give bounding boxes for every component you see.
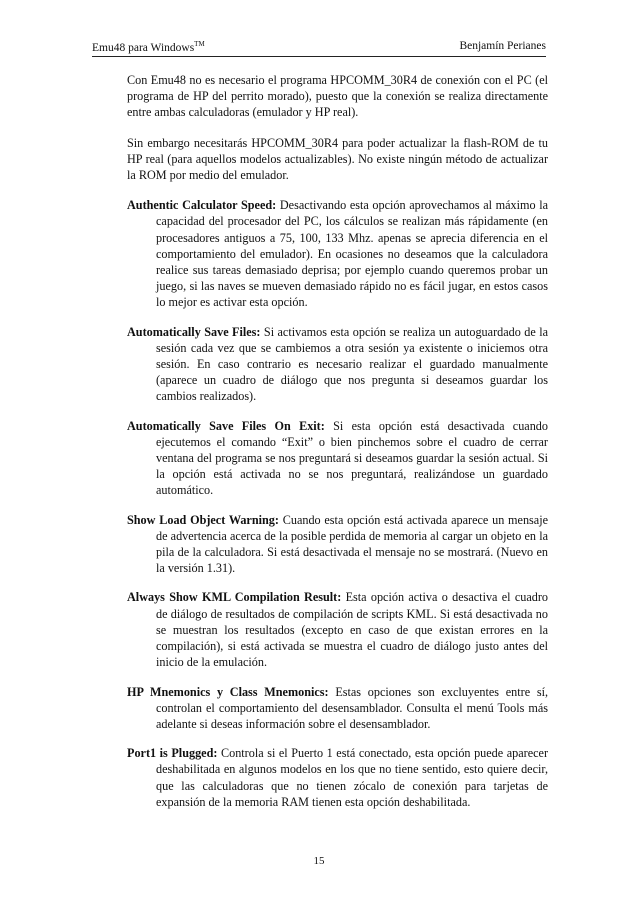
entry-term: Authentic Calculator Speed: xyxy=(127,198,277,213)
entry-text: Si esta opción está desactivada cuando ejecutemos el comando “Exit” o bien pinchemos sobre el cuadro de cerrar ventana del programa se nos preguntará si deseamos guardar la sesión actual. Si la opción está activada no se nos preguntará, realizándose un guardado automático. xyxy=(156,418,548,498)
entry-term: Always Show KML Compilation Result: xyxy=(127,590,342,605)
entry-mnemonics xyxy=(127,684,548,733)
entry-text: Estas opciones son excluyentes entre sí, controlan el comportamiento del desensamblador. Consulta el menú Tools más adelante si deseas información sobre el desensamblador. xyxy=(156,684,549,731)
page-number: 15 xyxy=(313,855,325,867)
entry-text: Controla si el Puerto 1 está conectado, esta opción puede aparecer deshabilitada en algunos modelos en los que no tiene sentido, esto quiere decir, que las calculadoras que no tienen zócalo de conexión para tarjetas de expansión de la memoria RAM tienen esta opción deshabilitada. xyxy=(156,746,549,809)
entry-port1 xyxy=(127,745,548,810)
entry-load-warning xyxy=(127,512,548,577)
entry-term: Show Load Object Warning: xyxy=(127,512,279,527)
entry-text: Desactivando esta opción aprovechamos al máximo la capacidad del procesador del PC, los cálculos se realizan más rápidamente (en procesadores antiguos a 75, 100, 133 Mhz. apenas se aprecia diferencia en el comportamiento del emulador). En ocasiones no deseamos que la calculadora realice sus tareas demasiado deprisa; por ejemplo cuando queremos probar un juego, si las naves se mueven demasiado rápido no es fácil jugar, en estos casos lo mejor es activar esta opción. xyxy=(156,198,548,310)
header-title-text: Emu48 para Windows xyxy=(92,42,195,54)
entry-auto-save xyxy=(127,324,548,405)
entry-auto-save-exit xyxy=(127,418,548,499)
page-content xyxy=(127,72,548,823)
entry-term: Automatically Save Files On Exit: xyxy=(127,418,325,433)
entry-text: Cuando esta opción está activada aparece un mensaje de advertencia acerca de la posible perdida de memoria al cargar un objeto en la pila de la calculadora. Si está desactivada el mensaje no se mostrará. (Nuevo en la versión 1.31). xyxy=(156,512,548,576)
header-title xyxy=(92,40,205,54)
page-header xyxy=(92,38,546,57)
entry-authentic-speed xyxy=(127,197,548,310)
trademark-sup: TM xyxy=(194,40,205,48)
entry-term: Automatically Save Files: xyxy=(127,324,261,339)
entry-term: Port1 is Plugged: xyxy=(127,746,218,761)
entry-kml-result xyxy=(127,589,548,670)
paragraph-intro: Con Emu48 no es necesario el programa HPCOMM_30R4 de conexión con el PC (el programa de HP del perrito morado), puesto que la conexión se realiza directamente entre ambas calculadoras (emulador y HP real). xyxy=(127,73,548,120)
paragraph-hpcomm: Sin embargo necesitarás HPCOMM_30R4 para poder actualizar la flash-ROM de tu HP real (para aquellos modelos actualizables). No existe ningún método de actualizar la ROM por medio del emulador. xyxy=(127,135,548,183)
entry-term: HP Mnemonics y Class Mnemonics: xyxy=(127,684,329,699)
entry-text: Si activamos esta opción se realiza un autoguardado de la sesión cada vez que se cambiemos a otra sesión ya existente o iniciemos otra sesión. En caso contrario es necesario realizar el guardado manualmente (aparece un cuadro de diálogo que nos pregunta si deseamos guardar los cambios realizados). xyxy=(156,324,548,404)
entry-text: Esta opción activa o desactiva el cuadro de diálogo de resultados de compilación de scripts KML. Si está desactivada no se muestran los resultados (excepto en caso de que existan errores en la compilación), si está activada se muestra el cuadro de diálogo justo antes del inicio de la emulación. xyxy=(156,590,549,670)
header-author: Benjamín Perianes xyxy=(459,40,546,52)
